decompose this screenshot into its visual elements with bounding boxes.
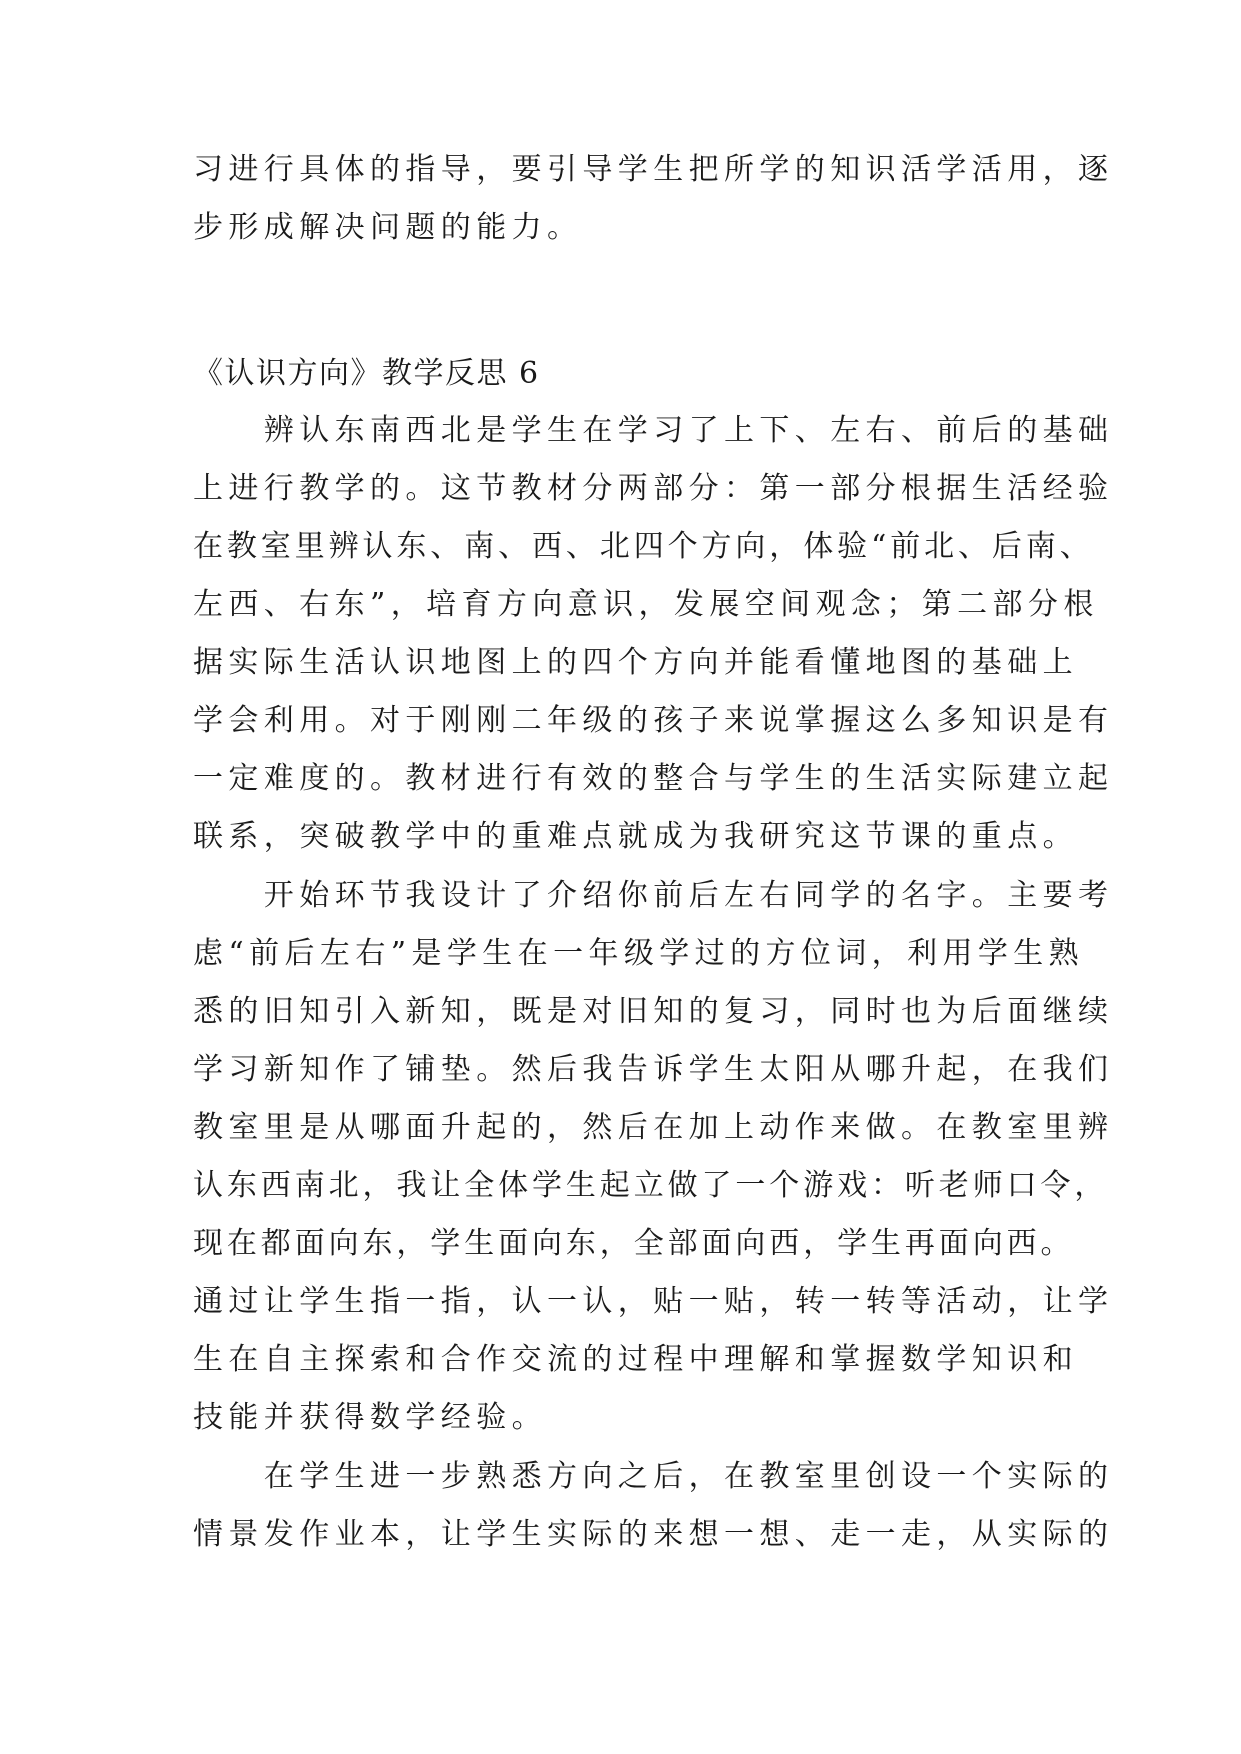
text-line-22: 情景发作业本，让学生实际的来想一想、走一走，从实际的 bbox=[193, 1517, 1114, 1552]
text-line-13: 悉的旧知引入新知，既是对旧知的复习，同时也为后面继续 bbox=[193, 994, 1114, 1029]
section-title: 《认识方向》教学反思 6 bbox=[193, 356, 540, 391]
text-line-15: 教室里是从哪面升起的，然后在加上动作来做。在教室里辨 bbox=[193, 1110, 1114, 1145]
text-line-14: 学习新知作了铺垫。然后我告诉学生太阳从哪升起，在我们 bbox=[193, 1052, 1114, 1087]
text-line-19: 生在自主探索和合作交流的过程中理解和掌握数学知识和 bbox=[193, 1342, 1078, 1377]
text-line-17: 现在都面向东，学生面向东，全部面向西，学生再面向西。 bbox=[193, 1226, 1075, 1261]
text-line-7: 据实际生活认识地图上的四个方向并能看懂地图的基础上 bbox=[193, 645, 1078, 680]
text-line-2: 步形成解决问题的能力。 bbox=[193, 210, 583, 245]
text-line-21: 在学生进一步熟悉方向之后，在教室里创设一个实际的 bbox=[193, 1459, 1114, 1494]
text-line-20: 技能并获得数学经验。 bbox=[193, 1400, 547, 1435]
text-line-10: 联系，突破教学中的重难点就成为我研究这节课的重点。 bbox=[193, 819, 1078, 854]
text-line-6: 左西、右东”，培育方向意识，发展空间观念；第二部分根 bbox=[193, 587, 1099, 622]
text-line-18: 通过让学生指一指，认一认，贴一贴，转一转等活动，让学 bbox=[193, 1284, 1114, 1319]
text-line-3: 辨认东南西北是学生在学习了上下、左右、前后的基础 bbox=[193, 413, 1114, 448]
text-line-5: 在教室里辨认东、南、西、北四个方向，体验“前北、后南、 bbox=[193, 529, 1094, 564]
text-line-1: 习进行具体的指导，要引导学生把所学的知识活学活用，逐 bbox=[193, 152, 1114, 187]
text-line-16: 认东西南北，我让全体学生起立做了一个游戏：听老师口令， bbox=[193, 1168, 1109, 1203]
text-line-4: 上进行教学的。这节教材分两部分：第一部分根据生活经验 bbox=[193, 471, 1114, 506]
text-line-11: 开始环节我设计了介绍你前后左右同学的名字。主要考 bbox=[193, 878, 1114, 913]
text-line-12: 虑“前后左右”是学生在一年级学过的方位词，利用学生熟 bbox=[193, 936, 1085, 971]
text-line-9: 一定难度的。教材进行有效的整合与学生的生活实际建立起 bbox=[193, 761, 1114, 796]
text-line-8: 学会利用。对于刚刚二年级的孩子来说掌握这么多知识是有 bbox=[193, 703, 1114, 738]
